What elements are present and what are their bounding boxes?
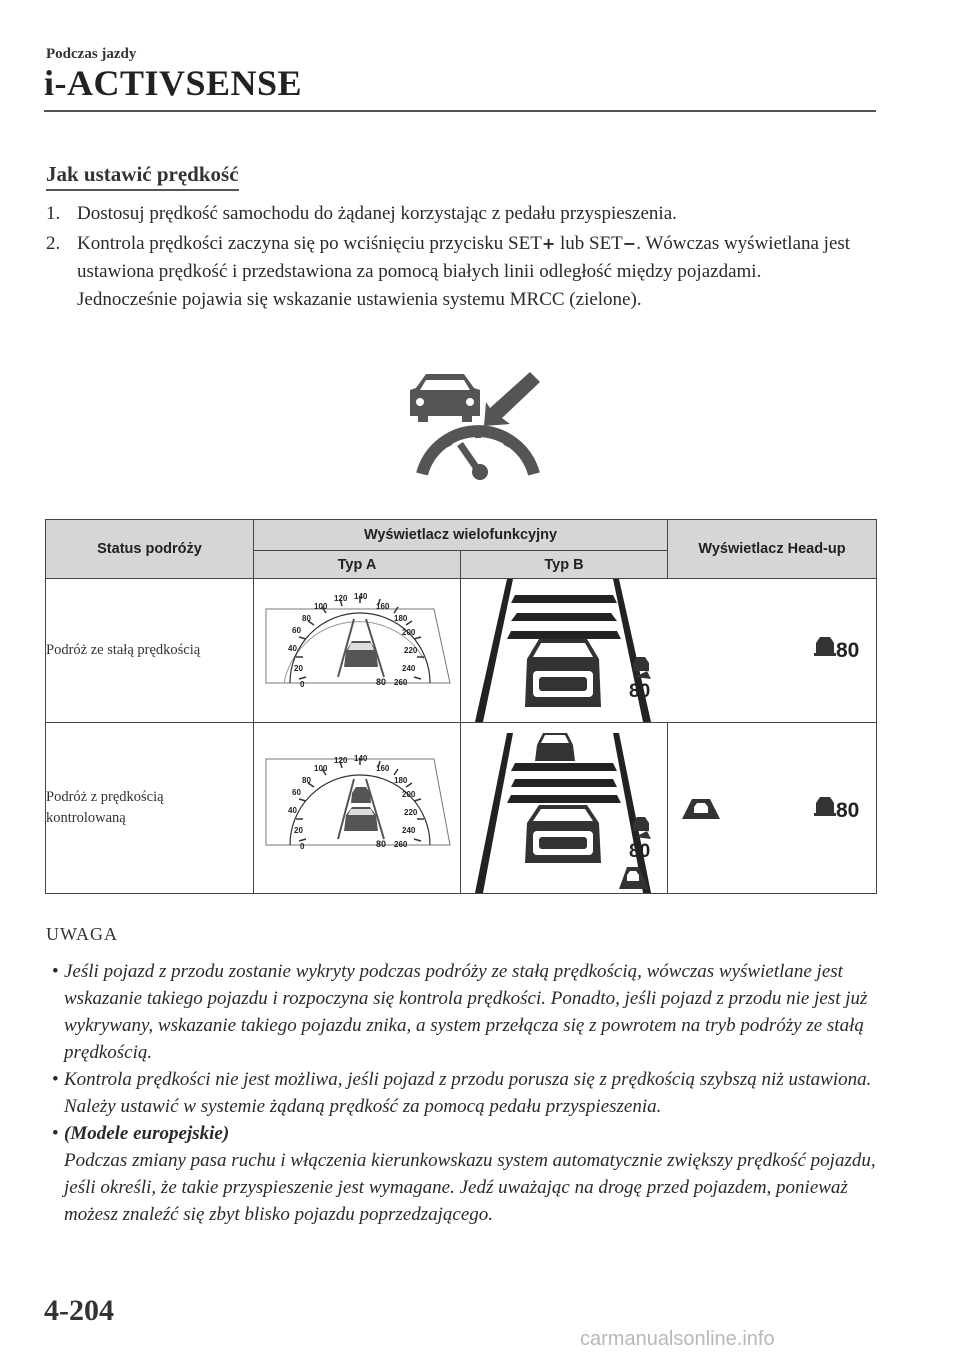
own-car-icon xyxy=(525,805,601,863)
steps-list xyxy=(46,200,866,316)
vehicle-ahead-icon xyxy=(682,799,720,819)
gauge-label-0: 0 xyxy=(300,680,305,689)
step-number: 1. xyxy=(46,203,61,224)
bullet: • xyxy=(52,1069,59,1090)
gauge-label-220: 220 xyxy=(404,808,418,817)
table-row xyxy=(46,723,877,894)
note-label: UWAGA xyxy=(46,924,118,944)
chapter-title: i-ACTIVSENSE xyxy=(44,63,303,103)
note-item xyxy=(46,1120,896,1228)
typeB-speed: 80 xyxy=(629,681,651,702)
gauge-label-240: 240 xyxy=(402,664,416,673)
gauge-label-120: 120 xyxy=(334,594,348,603)
mrcc-small-icon xyxy=(814,637,836,656)
status-line-2: kontrolowaną xyxy=(46,810,126,826)
step-text-c: . Wówczas wyświetlana jest ustawiona prędkość i przedstawiona za pomocą białych linii odległość między pojazdami. Jednocześnie pojawia się wskazanie ustawienia systemu MRCC (zielone). xyxy=(77,233,851,310)
gauge-label-260: 260 xyxy=(394,840,408,849)
header-hud: Wyświetlacz Head-up xyxy=(668,520,877,579)
set-plus-icon: + xyxy=(541,234,556,253)
status-table xyxy=(45,519,877,894)
gauge-label-40: 40 xyxy=(288,806,297,815)
hud-speed: 80 xyxy=(836,639,860,662)
step-text-a: Kontrola prędkości zaczyna się po wciśnięciu przycisku SET xyxy=(77,233,542,254)
gauge-label-80: 80 xyxy=(302,776,311,785)
status-constant: Podróż ze stałą prędkością xyxy=(46,579,254,723)
own-car-icon xyxy=(525,639,601,707)
step-number: 2. xyxy=(46,233,61,254)
hud-controlled xyxy=(668,723,877,894)
page-number: 4-204 xyxy=(44,1294,114,1327)
typeA-gauge-constant xyxy=(254,579,461,723)
note-item xyxy=(46,958,896,1066)
gauge-label-260: 260 xyxy=(394,678,408,687)
header-type-b: Typ B xyxy=(461,551,668,579)
header-rule xyxy=(44,110,876,112)
own-car-icon xyxy=(344,807,378,831)
gauge-label-220: 220 xyxy=(404,646,418,655)
note-heading: (Modele europejskie) xyxy=(64,1123,230,1144)
gauge-set-speed: 80 xyxy=(376,677,387,687)
note-text: Podczas zmiany pasa ruchu i włączenia kierunkowskazu system automatycznie zwiększy prędkość pojazdu, jeśli określi, że takie przyspieszenie jest wymagane. Jedź uważając na drogę przed pojazdem, ponieważ możesz znaleźć się zbyt blisko pojazdu poprzedzającego. xyxy=(64,1150,876,1225)
gauge-label-180: 180 xyxy=(394,776,408,785)
gauge-label-120: 120 xyxy=(334,756,348,765)
gauge-label-240: 240 xyxy=(402,826,416,835)
gauge-label-60: 60 xyxy=(292,626,301,635)
gauge-set-speed: 80 xyxy=(376,839,387,849)
gauge-label-20: 20 xyxy=(294,826,303,835)
gauge-label-40: 40 xyxy=(288,644,297,653)
mrcc-indicator-icon xyxy=(398,366,548,484)
note-text: Jeśli pojazd z przodu zostanie wykryty podczas podróży ze stałą prędkością, wówczas wyświetlane jest wskazanie takiego pojazdu i rozpoczyna się kontrola prędkości. Ponadto, jeśli pojazd z przodu nie jest już wykrywany, wskazanie takiego pojazdu znika, a system przełącza się z powrotem na tryb podróży ze stałą prędkością. xyxy=(64,961,868,1063)
gauge-label-20: 20 xyxy=(294,664,303,673)
hud-speed: 80 xyxy=(836,799,860,822)
gauge-label-0: 0 xyxy=(300,842,305,851)
header-multi-display: Wyświetlacz wielofunkcyjny xyxy=(254,520,668,551)
typeB-display-constant xyxy=(461,579,668,723)
gauge-label-180: 180 xyxy=(394,614,408,623)
set-minus-icon: − xyxy=(622,234,637,253)
table-row xyxy=(46,579,877,723)
bullet: • xyxy=(52,961,59,982)
gauge-label-160: 160 xyxy=(376,764,390,773)
lead-car-icon xyxy=(351,787,371,803)
note-text: Kontrola prędkości nie jest możliwa, jeśli pojazd z przodu porusza się z prędkością szybszą niż ustawiona. Należy ustawić w systemie żądaną prędkość za pomocą pedału przyspieszenia. xyxy=(64,1069,872,1117)
status-controlled xyxy=(46,723,254,894)
step-2 xyxy=(46,230,866,314)
gauge-label-140: 140 xyxy=(354,592,368,601)
gauge-label-80: 80 xyxy=(302,614,311,623)
mrcc-small-icon xyxy=(814,797,836,816)
gauge-label-100: 100 xyxy=(314,602,328,611)
gauge-label-200: 200 xyxy=(402,790,416,799)
step-text-b: lub SET xyxy=(555,233,623,254)
subheading: Jak ustawić prędkość xyxy=(46,162,239,191)
gauge-label-60: 60 xyxy=(292,788,301,797)
gauge-label-100: 100 xyxy=(314,764,328,773)
typeB-speed: 80 xyxy=(629,841,651,862)
step-1 xyxy=(46,200,866,228)
watermark: carmanualsonline.info xyxy=(580,1328,775,1350)
header-type-a: Typ A xyxy=(254,551,461,579)
status-line-1: Podróż z prędkością xyxy=(46,789,164,805)
notes-list xyxy=(46,958,896,1228)
typeB-display-controlled xyxy=(461,723,668,894)
header-status: Status podróży xyxy=(46,520,254,579)
bullet: • xyxy=(52,1123,59,1144)
own-car-icon xyxy=(344,641,378,667)
note-item xyxy=(46,1066,896,1120)
gauge-label-160: 160 xyxy=(376,602,390,611)
gauge-label-140: 140 xyxy=(354,754,368,763)
lead-car-icon xyxy=(535,733,575,761)
section-label: Podczas jazdy xyxy=(46,46,137,62)
hud-constant xyxy=(668,579,877,723)
step-text: Dostosuj prędkość samochodu do żądanej korzystając z pedału przyspieszenia. xyxy=(77,203,677,224)
typeA-gauge-controlled xyxy=(254,723,461,894)
gauge-label-200: 200 xyxy=(402,628,416,637)
